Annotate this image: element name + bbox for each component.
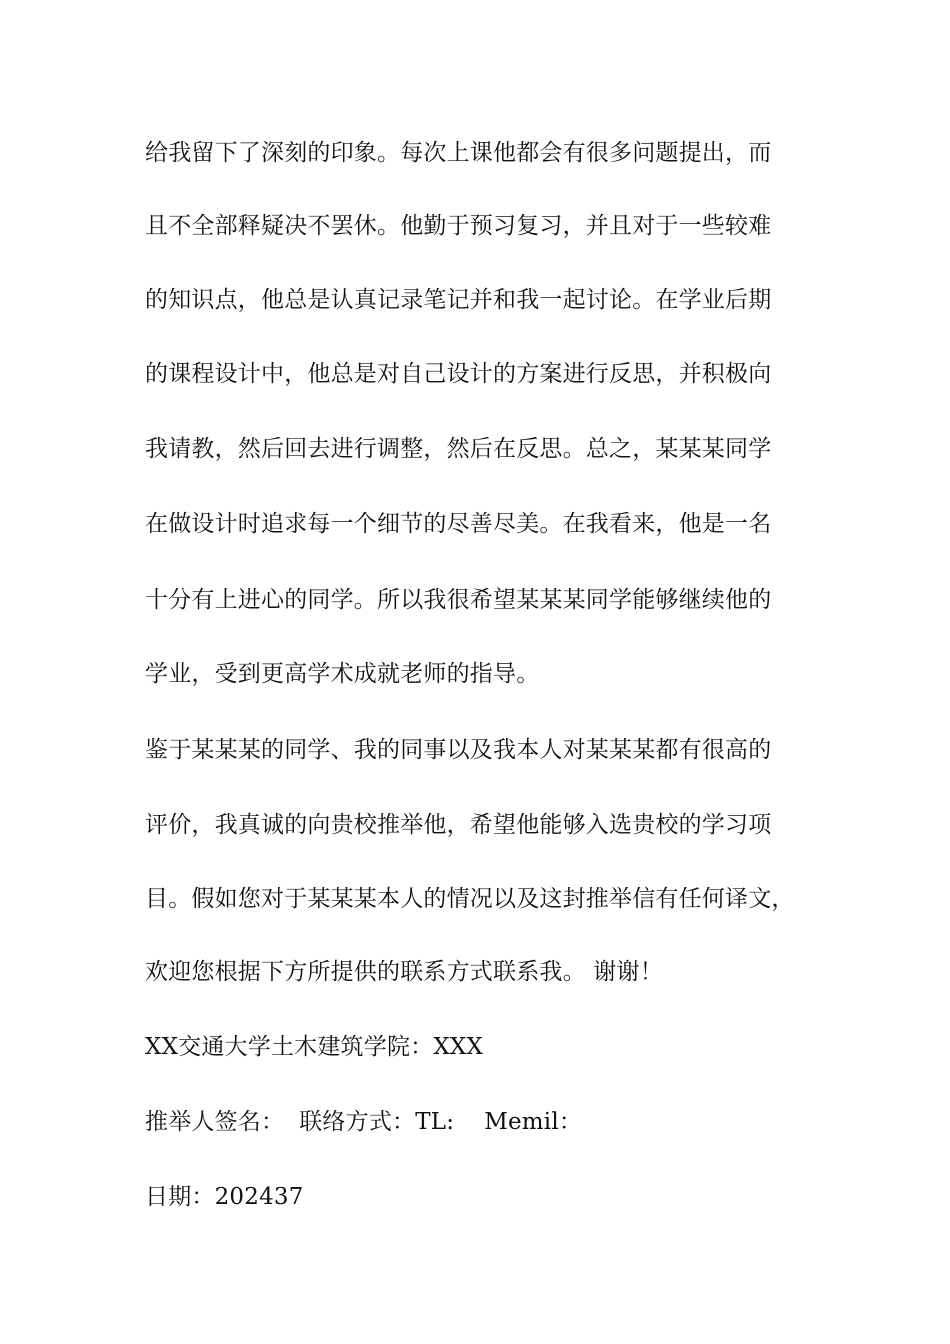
body-line: 的知识点，他总是认真记录笔记并和我一起讨论。在学业后期 — [145, 287, 772, 313]
body-line: 鉴于某某某的同学、我的同事以及我本人对某某某都有很高的 — [145, 737, 772, 763]
recommender-signature-line: 推举人签名： 联络方式：TL: Memil： — [145, 1109, 583, 1135]
body-line: 十分有上进心的同学。所以我很希望某某某同学能够继续他的 — [145, 587, 772, 613]
body-line: 欢迎您根据下方所提供的联系方式联系我。 谢谢！ — [145, 959, 663, 985]
body-line: 给我留下了深刻的印象。每次上课他都会有很多问题提出，而 — [145, 140, 772, 166]
body-line: 我请教，然后回去进行调整，然后在反思。总之，某某某同学 — [145, 436, 772, 462]
body-line: 学业，受到更高学术成就老师的指导。 — [145, 661, 540, 687]
date-line: 日期：202437 — [145, 1184, 304, 1210]
body-line: 的课程设计中，他总是对自己设计的方案进行反思，并积极向 — [145, 361, 772, 387]
institution-line: XX交通大学土木建筑学院：XXX — [145, 1034, 484, 1060]
body-line: 且不全部释疑决不罢休。他勤于预习复习，并且对于一些较难 — [145, 213, 772, 239]
body-line: 目。假如您对于某某某本人的情况以及这封推举信有任何译文， — [145, 886, 795, 912]
body-line: 在做设计时追求每一个细节的尽善尽美。在我看来，他是一名 — [145, 511, 772, 537]
body-line: 评价，我真诚的向贵校推举他，希望他能够入选贵校的学习项 — [145, 812, 772, 838]
